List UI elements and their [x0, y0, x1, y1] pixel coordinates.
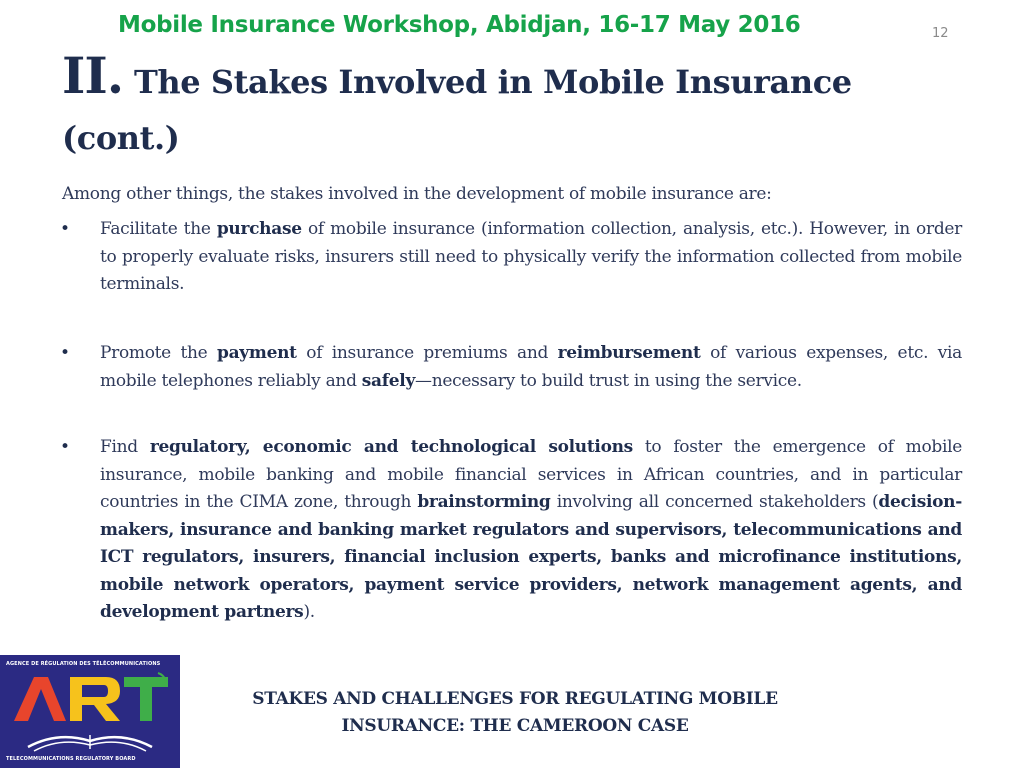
bullet-emphasis: brainstorming: [417, 492, 551, 512]
bullet-payment: [100, 340, 962, 395]
footer-title: [240, 686, 790, 740]
logo-bottom-text: TELECOMMUNICATIONS REGULATORY BOARD: [6, 756, 136, 762]
bullet-text: Promote the: [100, 343, 217, 363]
title-text: The Stakes Involved in Mobile Insurance (cont.): [62, 63, 852, 157]
bullet-emphasis: regulatory, economic and technological solutions: [149, 437, 633, 457]
bullet-text: ).: [303, 602, 315, 622]
bullet-emphasis: payment: [217, 343, 297, 363]
art-logo: [0, 655, 180, 768]
bullet-text: of mobile insurance (information collection, analysis, etc.). However, in order to properly evaluate risks, insurers still need to physically verify the information collected from mobile terminals.: [100, 219, 962, 294]
logo-top-text: AGENCE DE RÉGULATION DES TÉLÉCOMMUNICATIONS: [6, 661, 161, 667]
bullet-text: to foster the emergence of mobile insurance, mobile banking and mobile financial services in African countries, and in particular countries in the CIMA zone, through: [100, 437, 962, 512]
art-wordmark-icon: [8, 669, 172, 755]
intro-text: Among other things, the stakes involved in the development of mobile insurance are:: [62, 184, 772, 204]
bullet-text: —necessary to build trust in using the service.: [415, 370, 802, 391]
bullet-emphasis: purchase: [216, 219, 302, 239]
bullet-emphasis: reimbursement: [557, 343, 701, 363]
section-numeral: II.: [62, 46, 124, 105]
footer-line-2: INSURANCE: THE CAMEROON CASE: [341, 716, 689, 736]
bullet-text: involving all concerned stakeholders (: [550, 492, 879, 512]
slide-number: 12: [932, 26, 949, 41]
workshop-header: Mobile Insurance Workshop, Abidjan, 16-17 May 2016: [118, 12, 801, 38]
slide-title: [62, 48, 922, 166]
bullet-text: of various expenses, etc. via mobile telephones reliably and: [100, 343, 962, 391]
bullet-text: Facilitate the: [100, 219, 217, 239]
bullet-emphasis: decision-makers, insurance and banking market regulators and supervisors, telecommunications and ICT regulators, insurers, financial inclusion experts, banks and microfinance institutions, mobile network operators, payment service providers, network management agents, and development partners: [100, 492, 962, 622]
footer-line-1: STAKES AND CHALLENGES FOR REGULATING MOBILE: [252, 689, 778, 709]
bullet-purchase: [100, 216, 962, 299]
bullet-emphasis: safely: [361, 370, 416, 391]
bullet-solutions: [100, 434, 962, 627]
bullet-text: Find: [100, 437, 150, 457]
bullet-text: of insurance premiums and: [296, 343, 558, 363]
